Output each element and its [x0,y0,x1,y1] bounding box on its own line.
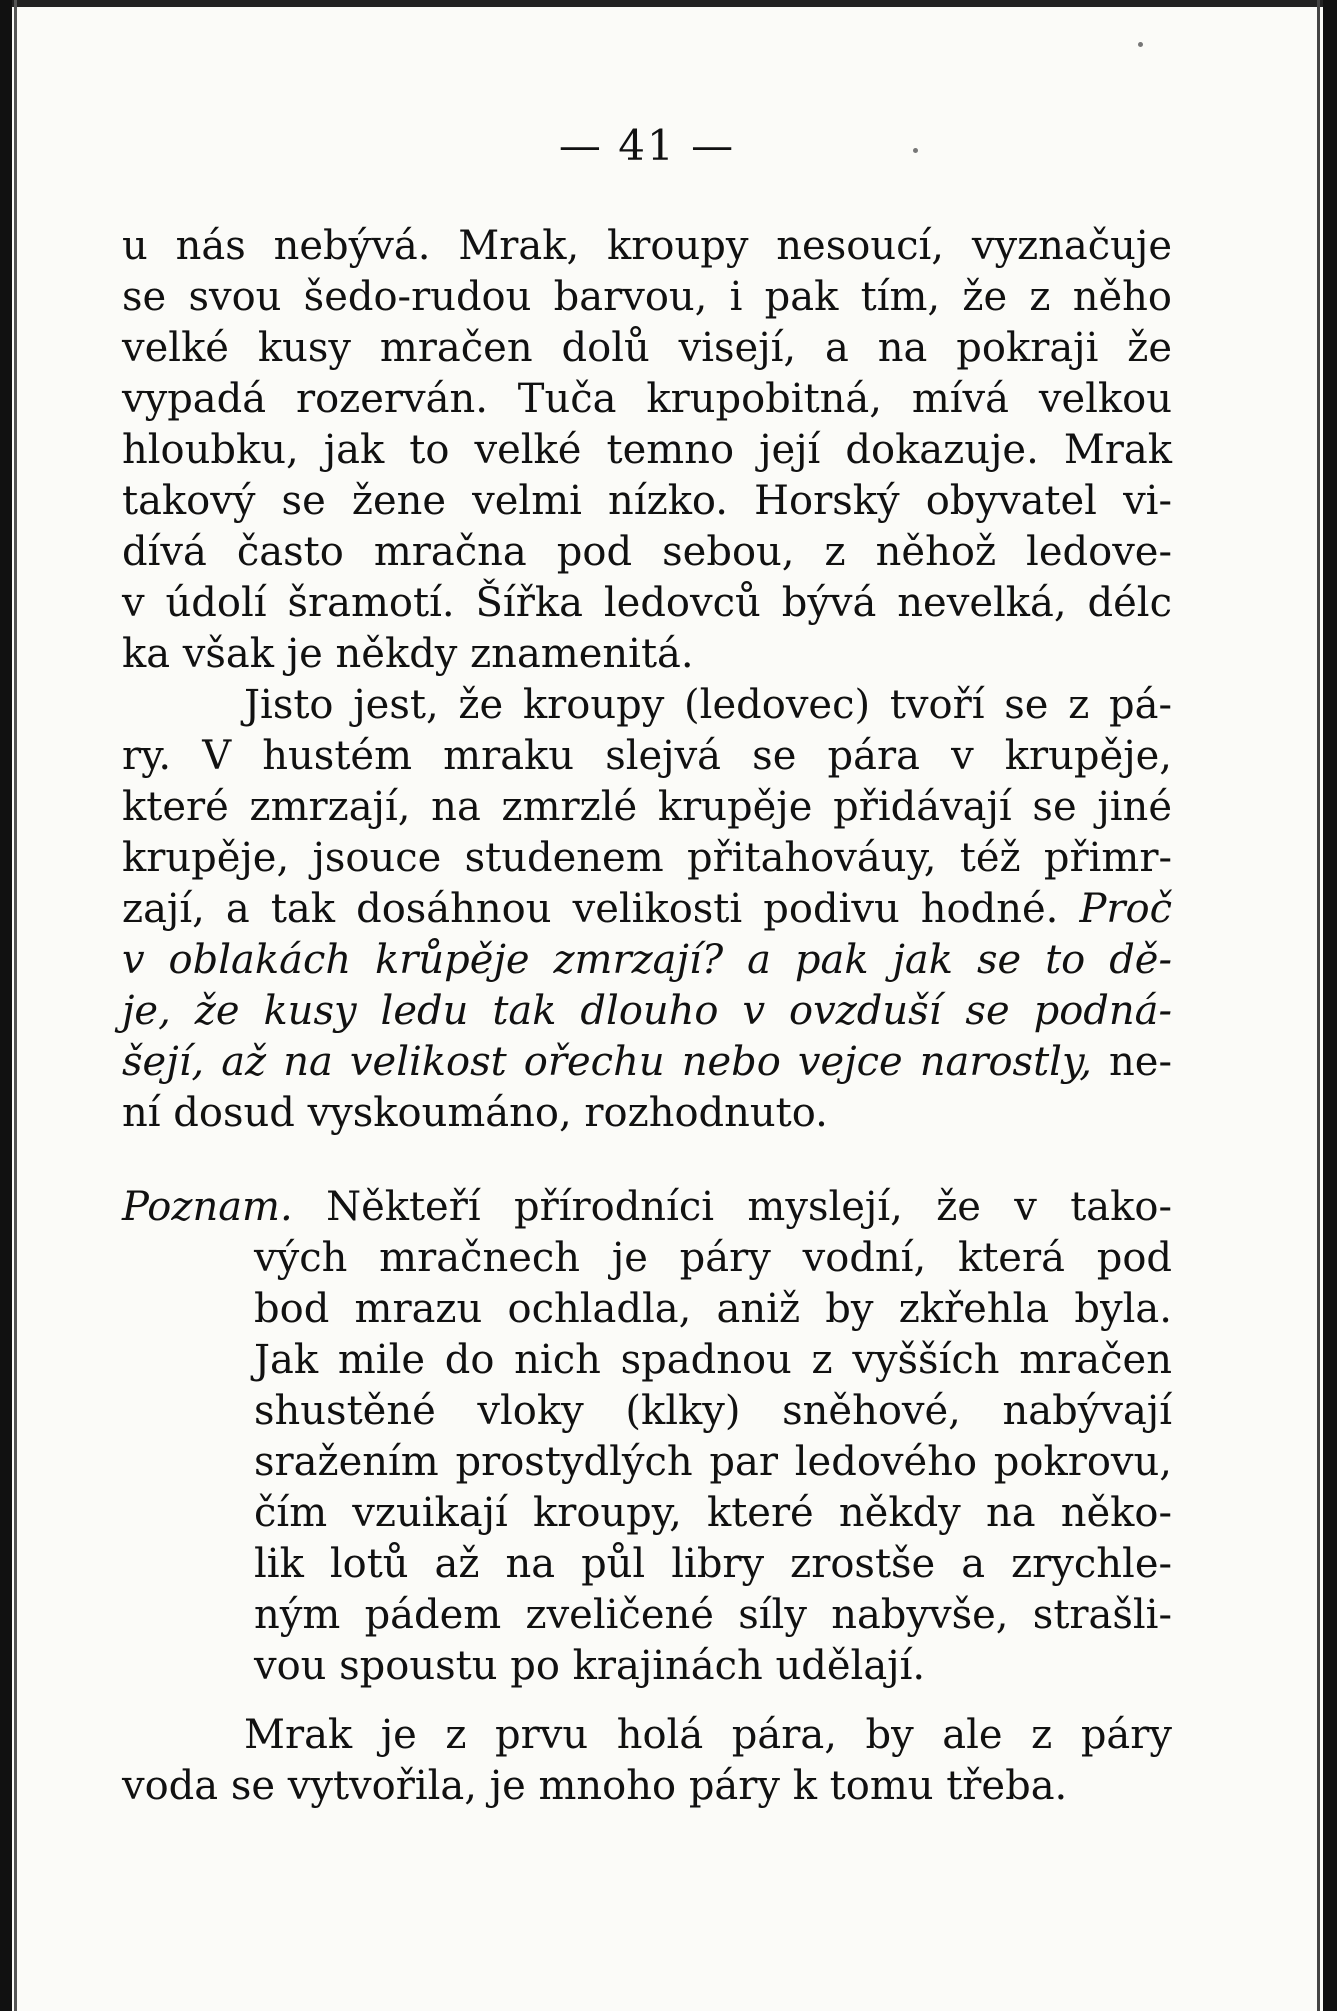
note-line: Jak mile do nich spadnou z vyšších mračen [254,1337,1172,1383]
text-line: krupěje, jsouce studenem přitahováuy, též přimr- [122,835,1172,881]
scan-speck [1138,42,1143,47]
note-label: Poznam. [122,1184,293,1230]
text-run: ne- [1109,1039,1172,1085]
note-line: shustěné vloky (klky) sněhové, nabývají [254,1388,1172,1434]
text-line: v údolí šramotí. Šířka ledovců bývá nevelká, délc [122,580,1172,626]
text-line [122,1037,1172,1088]
note-first-line [122,1182,1172,1233]
text-line: ry. V hustém mraku slejvá se pára v krupěje, [122,733,1172,779]
scan-border-top [0,0,1337,7]
text-line: voda se vytvořila, je mnoho páry k tomu třeba. [122,1763,1068,1809]
scan-border-right [1323,0,1337,2011]
italic-text-run: šejí, až na velikost ořechu nebo vejce narostly, [122,1039,1092,1085]
text-line: velké kusy mračen dolů visejí, a na pokraji že [122,325,1172,371]
text-line: ní dosud vyskoumáno, rozhodnuto. [122,1090,828,1136]
text-line: hloubku, jak to velké temno její dokazuje. Mrak [122,427,1172,473]
text-line: takový se žene velmi nízko. Horský obyvatel vi- [122,478,1172,524]
text-line: vypadá rozerván. Tuča krupobitná, mívá velkou [122,376,1172,422]
text-line: ka však je někdy znamenitá. [122,631,694,677]
note-line: bod mrazu ochladla, aniž by zkřehla byla. [254,1286,1172,1332]
note-line: sražením prostydlých par ledového pokrovu, [254,1439,1172,1485]
text-line: dívá často mračna pod sebou, z něhož ledove- [122,529,1172,575]
text-line: u nás nebývá. Mrak, kroupy nesoucí, vyznačuje [122,223,1172,269]
scan-border-right-inner [1317,0,1320,2011]
italic-text-line: v oblakách krůpěje zmrzají? a pak jak se to dě- [122,937,1172,983]
page-number: — 41 — [558,121,736,170]
italic-text-line: je, že kusy ledu tak dlouho v ovzduší se podná- [122,988,1172,1034]
text-run: Někteří přírodníci myslejí, že v tako- [326,1184,1172,1230]
scan-border-left [0,0,12,2011]
scan-border-left-inner [14,0,17,2011]
note-line: čím vzuikají kroupy, které někdy na něko- [254,1490,1172,1536]
italic-text-run: Proč [1079,886,1173,932]
text-line: Mrak je z prvu holá pára, by ale z páry [244,1712,1172,1758]
note-line: ným pádem zveličené síly nabyvše, strašli- [254,1592,1172,1638]
note-line: vých mračnech je páry vodní, která pod [254,1235,1172,1281]
text-line: Jisto jest, že kroupy (ledovec) tvoří se z pá- [244,682,1172,728]
note-line: vou spoustu po krajinách udělají. [254,1643,926,1689]
text-line: se svou šedo-rudou barvou, i pak tím, že z něho [122,274,1172,320]
text-line [122,884,1172,935]
text-run: zají, a tak dosáhnou velikosti podivu hodné. [122,886,1059,932]
text-line: které zmrzají, na zmrzlé krupěje přidávají se jiné [122,784,1172,830]
note-line: lik lotů až na půl libry zrostše a zrychle- [254,1541,1172,1587]
